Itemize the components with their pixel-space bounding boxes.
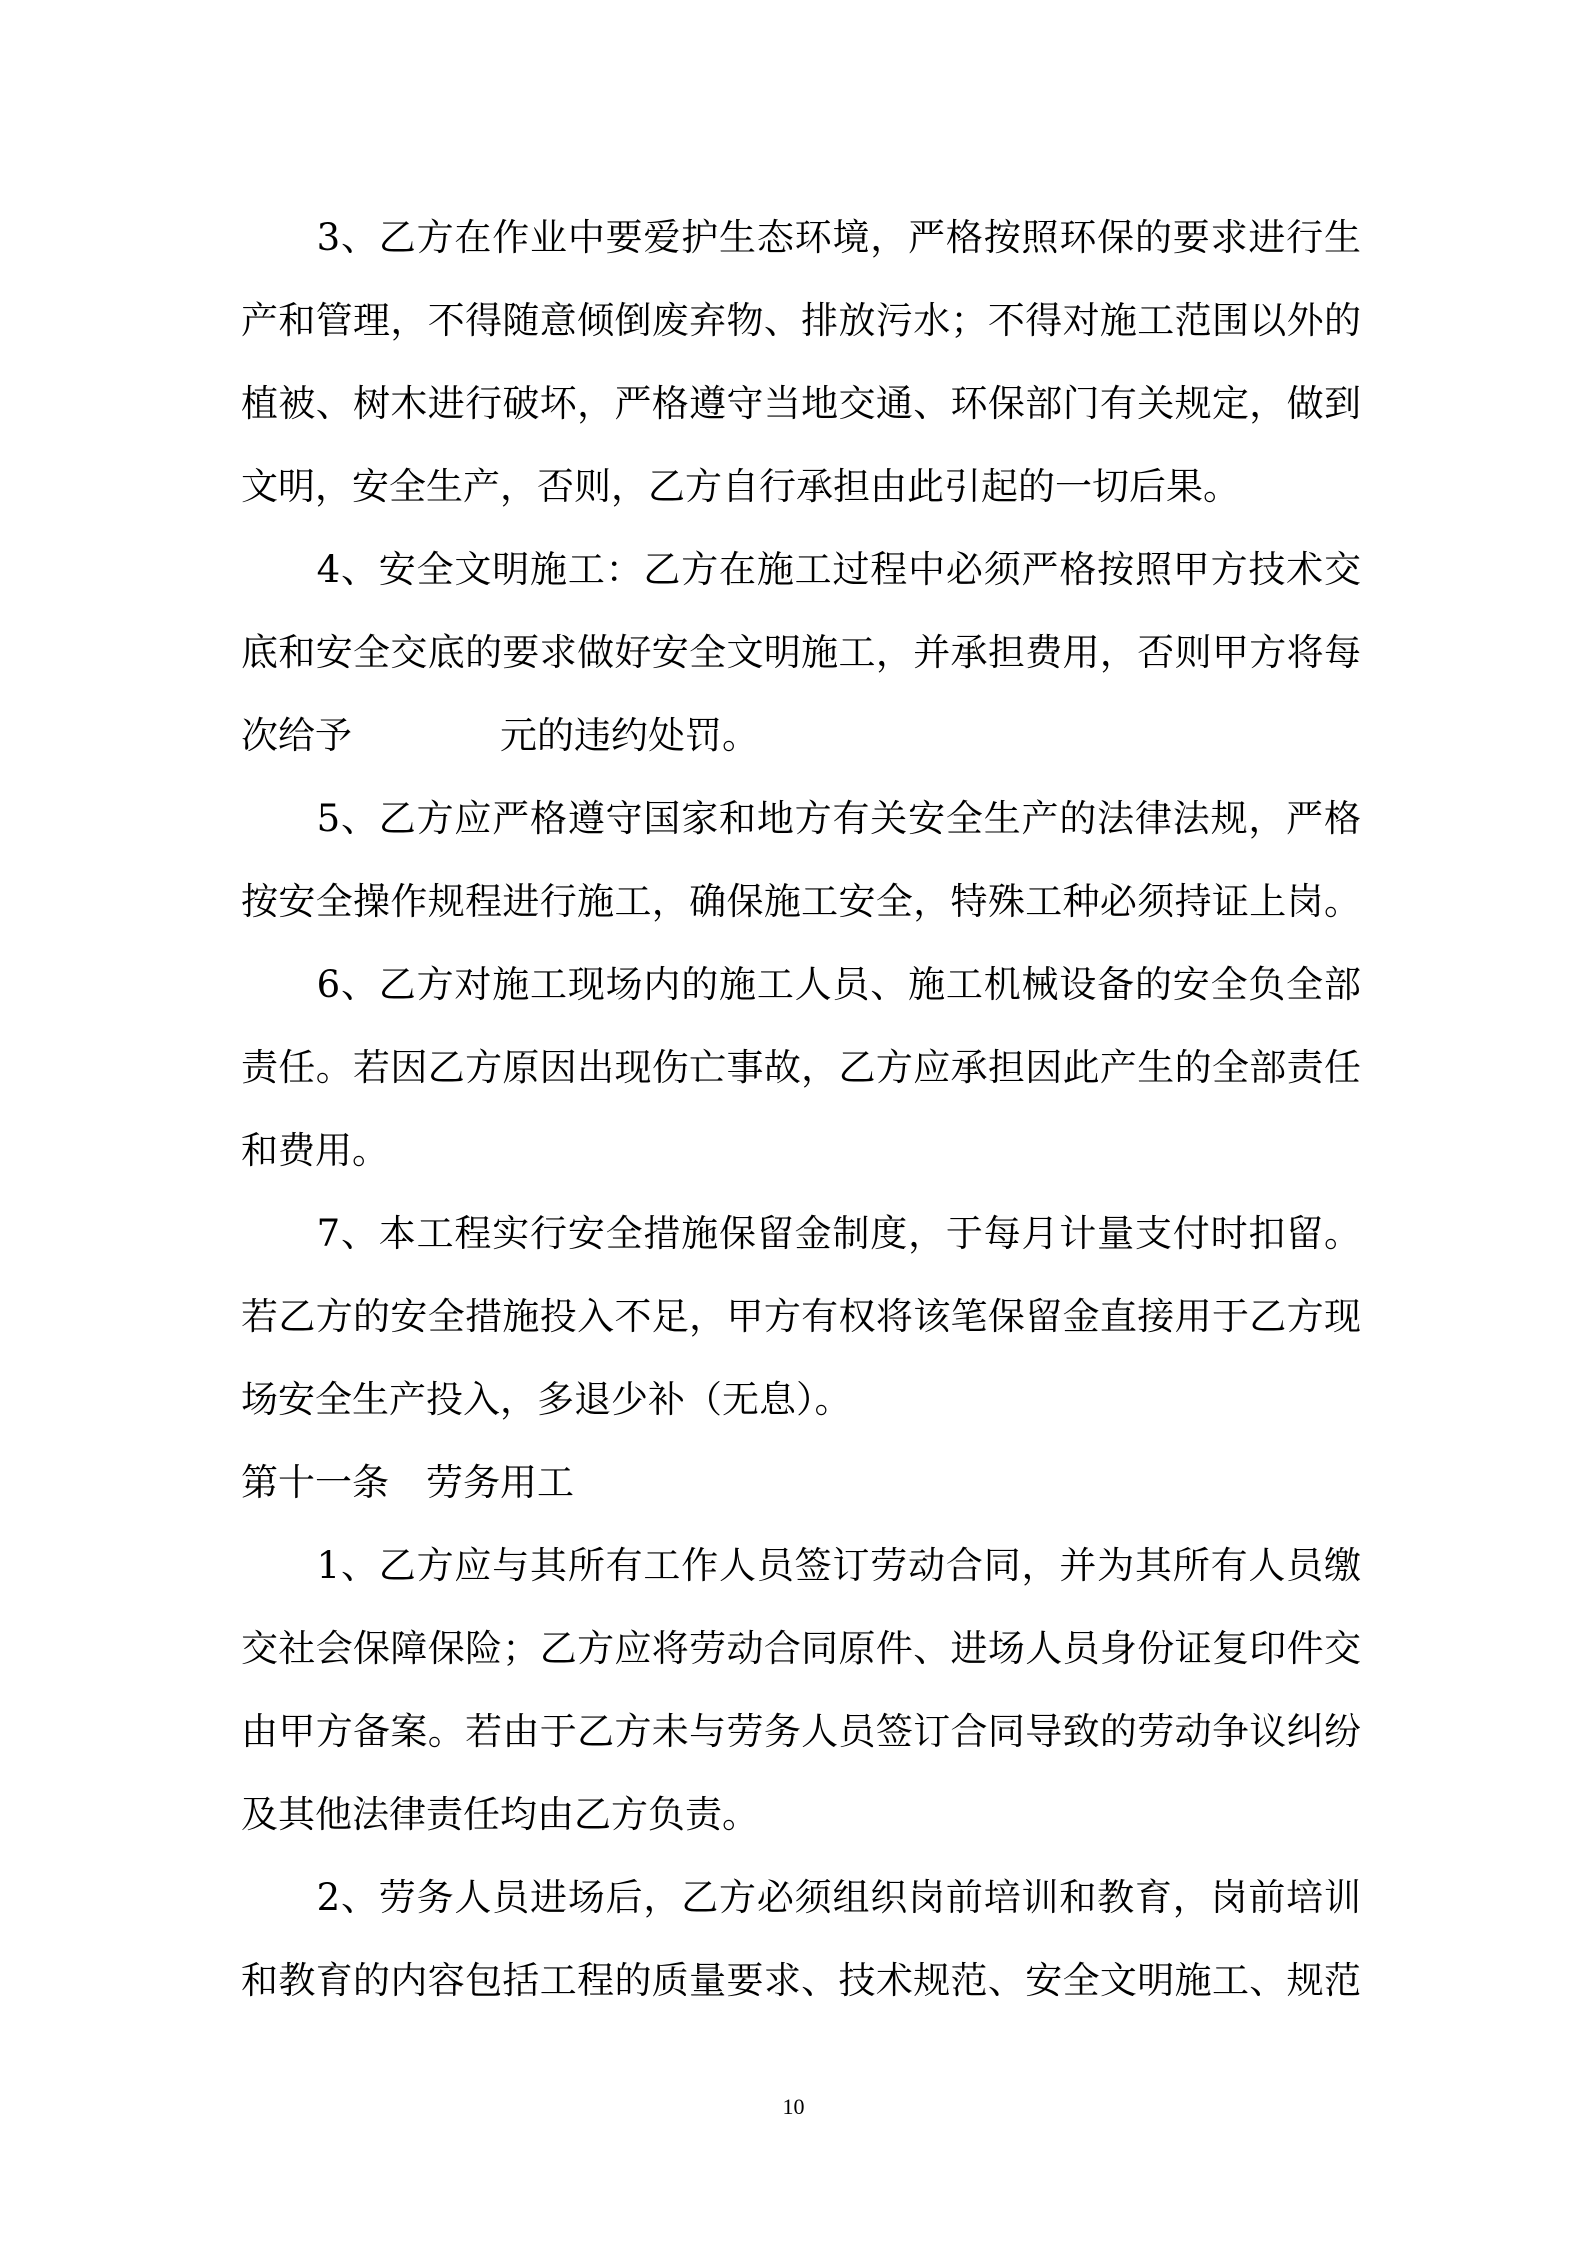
text-line: 交社会保障保险；乙方应将劳动合同原件、进场人员身份证复印件交 (241, 1627, 1361, 1670)
text-line: 和教育的内容包括工程的质量要求、技术规范、安全文明施工、规范 (241, 1959, 1361, 2002)
text-line: 1、乙方应与其所有工作人员签订劳动合同，并为其所有人员缴 (241, 1544, 1361, 1587)
text-line: 3、乙方在作业中要爱护生态环境，严格按照环保的要求进行生 (241, 216, 1361, 259)
text-line: 5、乙方应严格遵守国家和地方有关安全生产的法律法规，严格 (241, 797, 1361, 840)
text-line: 次给予 元的违约处罚。 (241, 714, 759, 757)
text-line: 4、安全文明施工：乙方在施工过程中必须严格按照甲方技术交 (241, 548, 1361, 591)
text-line: 和费用。 (241, 1129, 389, 1172)
text-line: 若乙方的安全措施投入不足，甲方有权将该笔保留金直接用于乙方现 (241, 1295, 1361, 1338)
text-line: 按安全操作规程进行施工，确保施工安全，特殊工种必须持证上岗。 (241, 880, 1361, 923)
text-line: 责任。若因乙方原因出现伤亡事故，乙方应承担因此产生的全部责任 (241, 1046, 1361, 1089)
text-line: 文明，安全生产，否则，乙方自行承担由此引起的一切后果。 (241, 465, 1240, 508)
text-line: 植被、树木进行破坏，严格遵守当地交通、环保部门有关规定，做到 (241, 382, 1361, 425)
text-line: 2、劳务人员进场后，乙方必须组织岗前培训和教育，岗前培训 (241, 1876, 1361, 1919)
text-line: 7、本工程实行安全措施保留金制度，于每月计量支付时扣留。 (241, 1212, 1361, 1255)
text-line: 场安全生产投入，多退少补（无息）。 (241, 1378, 852, 1421)
text-line: 产和管理，不得随意倾倒废弃物、排放污水；不得对施工范围以外的 (241, 299, 1361, 342)
text-line: 及其他法律责任均由乙方负责。 (241, 1793, 759, 1836)
text-line: 由甲方备案。若由于乙方未与劳务人员签订合同导致的劳动争议纠纷 (241, 1710, 1361, 1753)
section-heading: 第十一条 劳务用工 (241, 1461, 574, 1504)
text-line: 6、乙方对施工现场内的施工人员、施工机械设备的安全负全部 (241, 963, 1361, 1006)
text-line: 底和安全交底的要求做好安全文明施工，并承担费用，否则甲方将每 (241, 631, 1361, 674)
page-number: 10 (782, 2094, 805, 2119)
